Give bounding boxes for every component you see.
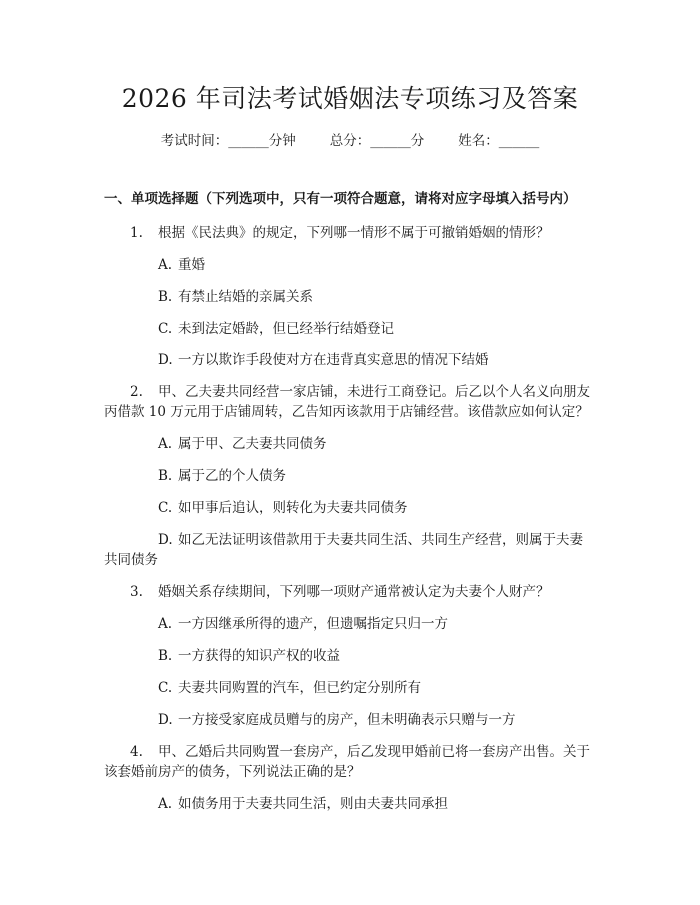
exam-time-field: 考试时间：______分钟	[160, 133, 296, 149]
option-3d	[158, 710, 516, 730]
name-field: 姓名：______	[458, 133, 540, 149]
total-score-field: 总分：______分	[329, 133, 425, 149]
option-text: 重婚	[178, 257, 205, 273]
question-number: 4.	[130, 744, 143, 760]
question-number: 2.	[130, 384, 143, 400]
option-3a	[158, 614, 448, 634]
option-letter: C.	[158, 500, 173, 516]
option-letter: B.	[158, 648, 173, 664]
option-letter: D.	[158, 352, 173, 368]
question-number: 1.	[130, 225, 143, 241]
option-2a	[158, 434, 327, 454]
section-title: 一、单项选择题（下列选项中，只有一项符合题意，请将对应字母填入括号内）	[104, 191, 577, 207]
option-text: 如乙无法证明该借款用于夫妻共同生活、共同生产经营，则属于夫妻	[178, 532, 583, 548]
option-1d	[158, 350, 489, 370]
page-title: 2026 年司法考试婚姻法专项练习及答案	[121, 84, 579, 113]
option-text: 夫妻共同购置的汽车，但已约定分别所有	[178, 680, 421, 696]
question-1	[130, 223, 550, 243]
question-4-continued: 该套婚前房产的债务，下列说法正确的是？	[104, 764, 361, 780]
option-text: 属于甲、乙夫妻共同债务	[178, 436, 327, 452]
question-2	[130, 382, 590, 402]
option-letter: A.	[158, 436, 173, 452]
question-3	[130, 582, 550, 602]
option-text: 未到法定婚龄，但已经举行结婚登记	[178, 321, 394, 337]
question-text: 甲、乙婚后共同购置一套房产，后乙发现甲婚前已将一套房产出售。关于	[158, 744, 590, 760]
question-number: 3.	[130, 584, 143, 600]
question-4	[130, 742, 590, 762]
option-letter: B.	[158, 468, 173, 484]
option-2b	[158, 466, 286, 486]
option-text: 有禁止结婚的亲属关系	[178, 289, 313, 305]
option-text: 一方接受家庭成员赠与的房产，但未明确表示只赠与一方	[178, 712, 516, 728]
question-text: 根据《民法典》的规定，下列哪一情形不属于可撤销婚姻的情形？	[158, 225, 550, 241]
option-1c	[158, 319, 394, 339]
option-3b	[158, 646, 340, 666]
option-text: 一方获得的知识产权的收益	[178, 648, 340, 664]
question-text: 婚姻关系存续期间，下列哪一项财产通常被认定为夫妻个人财产？	[158, 584, 550, 600]
option-text: 一方以欺诈手段使对方在违背真实意思的情况下结婚	[178, 352, 489, 368]
option-letter: D.	[158, 532, 173, 548]
option-text: 如债务用于夫妻共同生活，则由夫妻共同承担	[178, 796, 448, 812]
option-2c	[158, 498, 408, 518]
option-letter: B.	[158, 289, 173, 305]
option-letter: A.	[158, 796, 173, 812]
option-1b	[158, 287, 313, 307]
question-2-continued: 丙借款 10 万元用于店铺周转，乙告知丙该款用于店铺经营。该借款应如何认定？	[104, 404, 589, 420]
option-letter: A.	[158, 616, 173, 632]
option-2d-continued: 共同债务	[104, 552, 158, 568]
option-letter: C.	[158, 321, 173, 337]
option-3c	[158, 678, 421, 698]
option-1a	[158, 255, 205, 275]
exam-meta	[0, 131, 700, 151]
option-text: 如甲事后追认，则转化为夫妻共同债务	[178, 500, 408, 516]
option-text: 属于乙的个人债务	[178, 468, 286, 484]
option-4a	[158, 794, 448, 814]
question-text: 甲、乙夫妻共同经营一家店铺，未进行工商登记。后乙以个人名义向朋友	[158, 384, 590, 400]
option-letter: A.	[158, 257, 173, 273]
option-letter: D.	[158, 712, 173, 728]
option-2d	[158, 530, 583, 550]
option-text: 一方因继承所得的遗产，但遗嘱指定只归一方	[178, 616, 448, 632]
option-letter: C.	[158, 680, 173, 696]
